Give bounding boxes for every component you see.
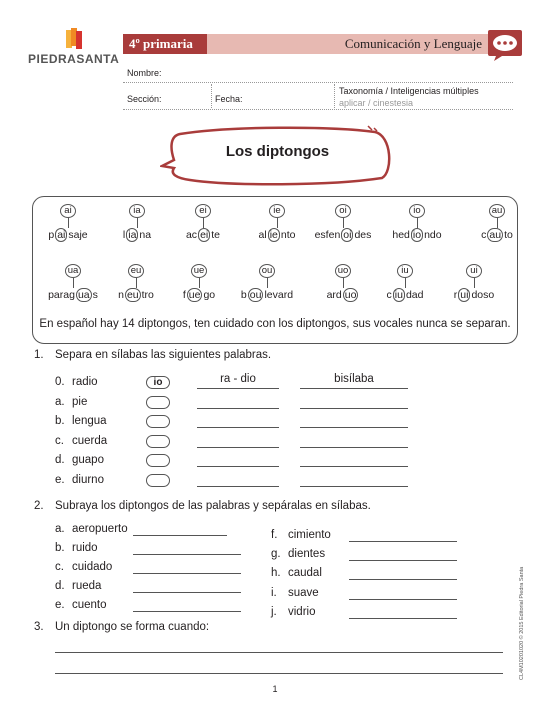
diphthong-example-word: f ue go bbox=[182, 289, 216, 301]
diphthong-bubble: ai bbox=[60, 204, 76, 218]
q1-type-line[interactable] bbox=[300, 427, 408, 428]
q1-type-line[interactable] bbox=[300, 388, 408, 389]
q2-answer-line[interactable] bbox=[133, 611, 241, 612]
q2-answer-line[interactable] bbox=[349, 599, 457, 600]
q1-instruction: Separa en sílabas las siguientes palabras. bbox=[55, 349, 272, 361]
diphthong-example-word: al ie nto bbox=[258, 229, 296, 241]
diphthong-example-word: hed io ndo bbox=[392, 229, 442, 241]
q1-number: 1. bbox=[34, 349, 44, 361]
diphthong-example-word: parag ua s bbox=[48, 289, 98, 301]
diphthong-bubble: iu bbox=[397, 264, 413, 278]
q2-item-letter: a. bbox=[55, 523, 65, 535]
q1-syllables-example: ra - dio bbox=[220, 373, 256, 385]
diphthong-example-word: ard uo bbox=[326, 289, 357, 301]
q2-answer-line[interactable] bbox=[349, 541, 457, 542]
diphthong-connector bbox=[199, 278, 200, 288]
q1-item-word: guapo bbox=[72, 454, 104, 466]
diphthong-example-word: n eu tro bbox=[118, 289, 154, 301]
taxonomy-label: Taxonomía / Inteligencias múltiples bbox=[339, 86, 479, 96]
q3-answer-line-1[interactable] bbox=[55, 652, 503, 653]
q1-item-word: pie bbox=[72, 396, 88, 408]
diphthong-connector bbox=[343, 218, 344, 228]
q2-answer-line[interactable] bbox=[349, 579, 457, 580]
q1-diphthong-box[interactable] bbox=[146, 435, 170, 448]
diphthong-bubble: au bbox=[489, 204, 505, 218]
q2-item-letter: b. bbox=[55, 542, 65, 554]
q1-syllables-line[interactable] bbox=[197, 486, 279, 487]
diphthong-bubble: ei bbox=[195, 204, 211, 218]
publisher-name: PIEDRASANTA bbox=[28, 52, 120, 66]
q2-item-word: aeropuerto bbox=[72, 523, 128, 535]
q2-item-word: cuento bbox=[72, 599, 107, 611]
diphthong-bubble: ui bbox=[466, 264, 482, 278]
diphthong-connector bbox=[203, 218, 204, 228]
q2-answer-line[interactable] bbox=[133, 554, 241, 555]
diphthong-connector bbox=[405, 278, 406, 288]
diphthong-connector bbox=[417, 218, 418, 228]
subject-label: Comunicación y Lenguaje bbox=[207, 34, 490, 54]
diphthong-connector bbox=[343, 278, 344, 288]
diphthong-bubble: uo bbox=[335, 264, 351, 278]
q2-item-letter: f. bbox=[271, 529, 278, 541]
taxonomy-sub-label: aplicar / cinestesia bbox=[339, 98, 414, 108]
diphthong-example-word: esfen oi des bbox=[314, 229, 372, 241]
q1-item-letter: a. bbox=[55, 396, 65, 408]
q2-item-word: rueda bbox=[72, 580, 102, 592]
publisher-logo-icon bbox=[66, 28, 84, 50]
diphthong-bubble: ou bbox=[259, 264, 275, 278]
diphthong-example-word: b ou levard bbox=[240, 289, 294, 301]
q1-item-word: cuerda bbox=[72, 435, 108, 447]
q2-number: 2. bbox=[34, 500, 44, 512]
diphthong-example-word: c au to bbox=[481, 229, 513, 241]
diphthong-example-word: r ui doso bbox=[453, 289, 495, 301]
q2-instruction: Subraya los diptongos de las palabras y sepáralas en sílabas. bbox=[55, 500, 371, 512]
q2-item-word: caudal bbox=[288, 567, 322, 579]
diphthong-example-word: c iu dad bbox=[386, 289, 424, 301]
copyright-note: CL4M10201020 © 2015 Editorial Piedra Santa bbox=[519, 566, 525, 680]
q3-number: 3. bbox=[34, 621, 44, 633]
q1-diphthong-box[interactable] bbox=[146, 454, 170, 467]
diphthong-example-word: ac ei te bbox=[185, 229, 221, 241]
page-title: Los diptongos bbox=[225, 143, 330, 160]
q1-type-example: bisílaba bbox=[334, 373, 374, 385]
q2-item-letter: c. bbox=[55, 561, 64, 573]
q3-answer-line-2[interactable] bbox=[55, 673, 503, 674]
q1-item-letter: d. bbox=[55, 454, 65, 466]
q1-type-line[interactable] bbox=[300, 466, 408, 467]
q1-item-letter: b. bbox=[55, 415, 65, 427]
q2-answer-line[interactable] bbox=[349, 618, 457, 619]
diphthong-connector bbox=[137, 218, 138, 228]
diphthong-bubble: io bbox=[409, 204, 425, 218]
diphthong-bubble: ia bbox=[129, 204, 145, 218]
q2-item-letter: g. bbox=[271, 548, 281, 560]
q1-syllables-line[interactable] bbox=[197, 408, 279, 409]
diphthong-connector bbox=[73, 278, 74, 288]
diphthong-connector bbox=[497, 218, 498, 228]
q1-diphthong-box[interactable] bbox=[146, 396, 170, 409]
date-field-label: Fecha: bbox=[215, 94, 243, 104]
speech-bubble-icon bbox=[486, 26, 524, 62]
diphthong-bubble: ue bbox=[191, 264, 207, 278]
diphthong-bubble: eu bbox=[128, 264, 144, 278]
q1-item-word: diurno bbox=[72, 474, 104, 486]
q1-diphthong-box[interactable]: io bbox=[146, 376, 170, 389]
q2-item-letter: e. bbox=[55, 599, 65, 611]
diphthong-bubble: ie bbox=[269, 204, 285, 218]
grade-label: 4º primaria bbox=[123, 34, 207, 54]
q2-item-word: suave bbox=[288, 587, 319, 599]
q2-answer-line[interactable] bbox=[349, 560, 457, 561]
q1-diphthong-box[interactable] bbox=[146, 474, 170, 487]
q2-item-word: ruido bbox=[72, 542, 98, 554]
q1-type-line[interactable] bbox=[300, 408, 408, 409]
diphthong-bubble: oi bbox=[335, 204, 351, 218]
q1-item-word: radio bbox=[72, 376, 98, 388]
diphthong-connector bbox=[267, 278, 268, 288]
q2-item-letter: d. bbox=[55, 580, 65, 592]
diphthong-connector bbox=[474, 278, 475, 288]
diphthong-bubble: ua bbox=[65, 264, 81, 278]
q2-item-letter: j. bbox=[271, 606, 277, 618]
q2-item-word: cuidado bbox=[72, 561, 113, 573]
q3-instruction: Un diptongo se forma cuando: bbox=[55, 621, 210, 633]
q2-item-word: vidrio bbox=[288, 606, 316, 618]
q1-syllables-line[interactable] bbox=[197, 388, 279, 389]
section-field-label: Sección: bbox=[127, 94, 162, 104]
diphthong-example-word: p ai saje bbox=[48, 229, 88, 241]
diphthong-connector bbox=[68, 218, 69, 228]
q2-answer-line[interactable] bbox=[133, 573, 241, 574]
page-number: 1 bbox=[272, 684, 278, 694]
name-field-label: Nombre: bbox=[127, 68, 162, 78]
q1-type-line[interactable] bbox=[300, 447, 408, 448]
q1-item-word: lengua bbox=[72, 415, 107, 427]
q1-diphthong-box[interactable] bbox=[146, 415, 170, 428]
diphthongs-note: En español hay 14 diptongos, ten cuidado con los diptongos, sus vocales nunca se separan. bbox=[39, 318, 511, 330]
q1-item-letter: 0. bbox=[55, 376, 65, 388]
q1-type-line[interactable] bbox=[300, 486, 408, 487]
diphthong-connector bbox=[277, 218, 278, 228]
q2-item-word: dientes bbox=[288, 548, 326, 560]
q2-answer-line[interactable] bbox=[133, 592, 241, 593]
q2-item-letter: i. bbox=[271, 587, 277, 599]
q2-item-word: cimiento bbox=[288, 529, 331, 541]
q2-item-letter: h. bbox=[271, 567, 281, 579]
diphthong-connector bbox=[136, 278, 137, 288]
q1-syllables-line[interactable] bbox=[197, 466, 279, 467]
q1-syllables-line[interactable] bbox=[197, 447, 279, 448]
q1-syllables-line[interactable] bbox=[197, 427, 279, 428]
q1-item-letter: e. bbox=[55, 474, 65, 486]
q2-answer-line[interactable] bbox=[133, 535, 227, 536]
diphthong-example-word: l ia na bbox=[122, 229, 152, 241]
q1-item-letter: c. bbox=[55, 435, 64, 447]
